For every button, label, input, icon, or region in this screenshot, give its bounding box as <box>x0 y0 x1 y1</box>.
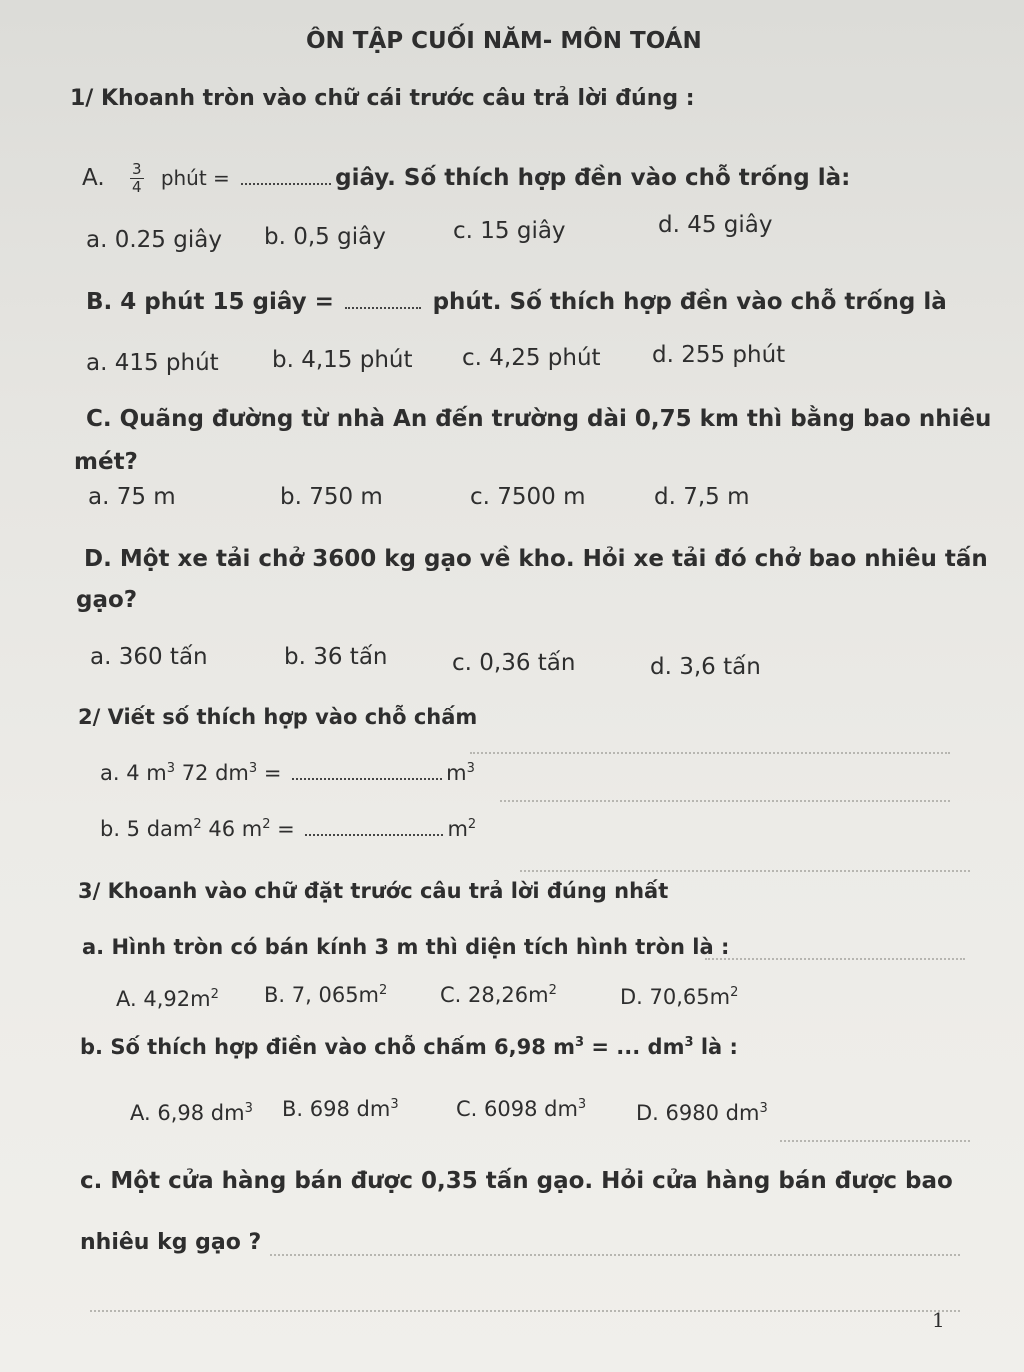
option-3a-b[interactable]: B. 7, $065m^2$ <box>264 983 388 1007</box>
exercise-2a-part2: 72 dm <box>181 761 249 785</box>
dotted-line <box>780 1140 970 1142</box>
answer-blank[interactable] <box>292 778 442 780</box>
question-b-tail: phút. Số thích hợp đền vào chỗ trống là <box>432 289 947 315</box>
exercise-2b-part2: 46 m <box>208 817 263 841</box>
option-qb-b[interactable]: b. 4,15 phút <box>272 347 413 373</box>
page-number: 1 <box>932 1308 945 1332</box>
question-d-line1: D. Một xe tải chở 3600 kg gạo về kho. Hỏi xe tải đó chở bao nhiêu tấn <box>84 546 988 572</box>
exponent: 2 <box>467 817 477 832</box>
exercise-2b <box>100 814 476 844</box>
question-b <box>86 287 947 317</box>
option-qd-d[interactable]: d. 3,6 tấn <box>650 654 761 680</box>
exercise-2a-part1: a. 4 m <box>100 761 167 785</box>
exponent: 3 <box>684 1035 694 1050</box>
exponent: 3 <box>248 761 258 776</box>
question-3b-part3: là : <box>693 1035 738 1059</box>
question-3a: a. Hình tròn có bán kính 3 m thì diện tích hình tròn là : <box>82 935 730 959</box>
question-3b-part1: b. Số thích hợp điền vào chỗ chấm 6,98 m <box>80 1035 576 1059</box>
option-3b-c[interactable]: C. 6098 $dm^3$ <box>456 1097 587 1121</box>
option-qa-c[interactable]: c. 15 giây <box>453 218 566 244</box>
dotted-line <box>470 752 950 754</box>
answer-blank[interactable] <box>345 307 421 309</box>
dotted-line <box>270 1254 960 1256</box>
fraction-numerator: 3 <box>131 160 142 178</box>
page-title: ÔN TẬP CUỐI NĂM- MÔN TOÁN <box>306 28 702 54</box>
question-a-unit: phút = <box>160 166 230 190</box>
question-a-label: A. <box>82 165 105 191</box>
question-c-line2: mét? <box>74 449 138 475</box>
question-3b-part2: = ... dm <box>584 1035 685 1059</box>
question-c-line1: C. Quãng đường từ nhà An đến trường dài 0,75 km thì bằng bao nhiêu <box>86 406 992 432</box>
section-2-heading: 2/ Viết số thích hợp vào chỗ chấm <box>78 705 478 729</box>
option-qb-d[interactable]: d. 255 phút <box>652 342 786 368</box>
exercise-2b-equals: = <box>270 817 295 841</box>
question-3c-line2: nhiêu kg gạo ? <box>80 1230 262 1255</box>
question-a <box>82 158 850 198</box>
option-qc-c[interactable]: c. 7500 m <box>470 484 586 510</box>
option-qd-a[interactable]: a. 360 tấn <box>90 644 208 670</box>
exercise-2a <box>100 758 475 788</box>
dotted-line <box>90 1310 960 1312</box>
question-b-lead: B. 4 phút 15 giây = <box>86 289 334 315</box>
exponent: 2 <box>262 817 271 832</box>
option-qa-a[interactable]: a. 0.25 giây <box>86 227 222 253</box>
option-3b-b[interactable]: B. 698 $dm^3$ <box>282 1097 399 1121</box>
option-qc-a[interactable]: a. 75 m <box>88 484 176 510</box>
exponent: 2 <box>193 817 202 832</box>
option-3b-a[interactable]: A. 6,98 $dm^3$ <box>130 1101 253 1125</box>
question-d-line2: gạo? <box>76 587 138 613</box>
option-qd-c[interactable]: c. 0,36 tấn <box>452 650 576 676</box>
option-3a-c[interactable]: C. $28,26m^2$ <box>440 983 557 1007</box>
section-1-heading: 1/ Khoanh tròn vào chữ cái trước câu trả lời đúng : <box>70 86 695 111</box>
answer-blank[interactable] <box>305 834 443 836</box>
fraction-denominator: 4 <box>131 178 142 196</box>
option-qc-b[interactable]: b. 750 m <box>280 484 383 510</box>
exercise-2a-unit: m <box>446 761 467 785</box>
question-3b <box>80 1032 738 1062</box>
section-3-heading: 3/ Khoanh vào chữ đặt trước câu trả lời đúng nhất <box>78 879 669 903</box>
question-3c-line1: c. Một cửa hàng bán được 0,35 tấn gạo. Hỏi cửa hàng bán được bao <box>80 1168 953 1194</box>
exponent: 3 <box>166 761 175 776</box>
option-3a-a[interactable]: A. $4,92m^2$ <box>116 987 219 1011</box>
exponent: 3 <box>466 761 475 776</box>
exercise-2a-equals: = <box>257 761 282 785</box>
option-3a-d[interactable]: D. $70,65m^2$ <box>620 985 739 1009</box>
option-qa-d[interactable]: d. 45 giây <box>658 212 773 238</box>
exercise-2b-part1: b. 5 dam <box>100 817 194 841</box>
question-a-tail: giây. Số thích hợp đền vào chỗ trống là: <box>335 165 851 191</box>
dotted-line <box>500 800 950 802</box>
option-qd-b[interactable]: b. 36 tấn <box>284 644 388 670</box>
fraction <box>130 161 144 196</box>
dotted-line <box>705 958 965 960</box>
option-qa-b[interactable]: b. 0,5 giây <box>264 224 386 250</box>
exercise-2b-unit: m <box>447 817 468 841</box>
dotted-line <box>520 870 970 872</box>
answer-blank[interactable] <box>241 183 331 185</box>
option-qc-d[interactable]: d. 7,5 m <box>654 484 750 510</box>
option-qb-a[interactable]: a. 415 phút <box>86 350 219 376</box>
option-3b-d[interactable]: D. 6980 $dm^3$ <box>636 1101 768 1125</box>
exponent: 3 <box>575 1035 585 1050</box>
option-qb-c[interactable]: c. 4,25 phút <box>462 345 601 371</box>
